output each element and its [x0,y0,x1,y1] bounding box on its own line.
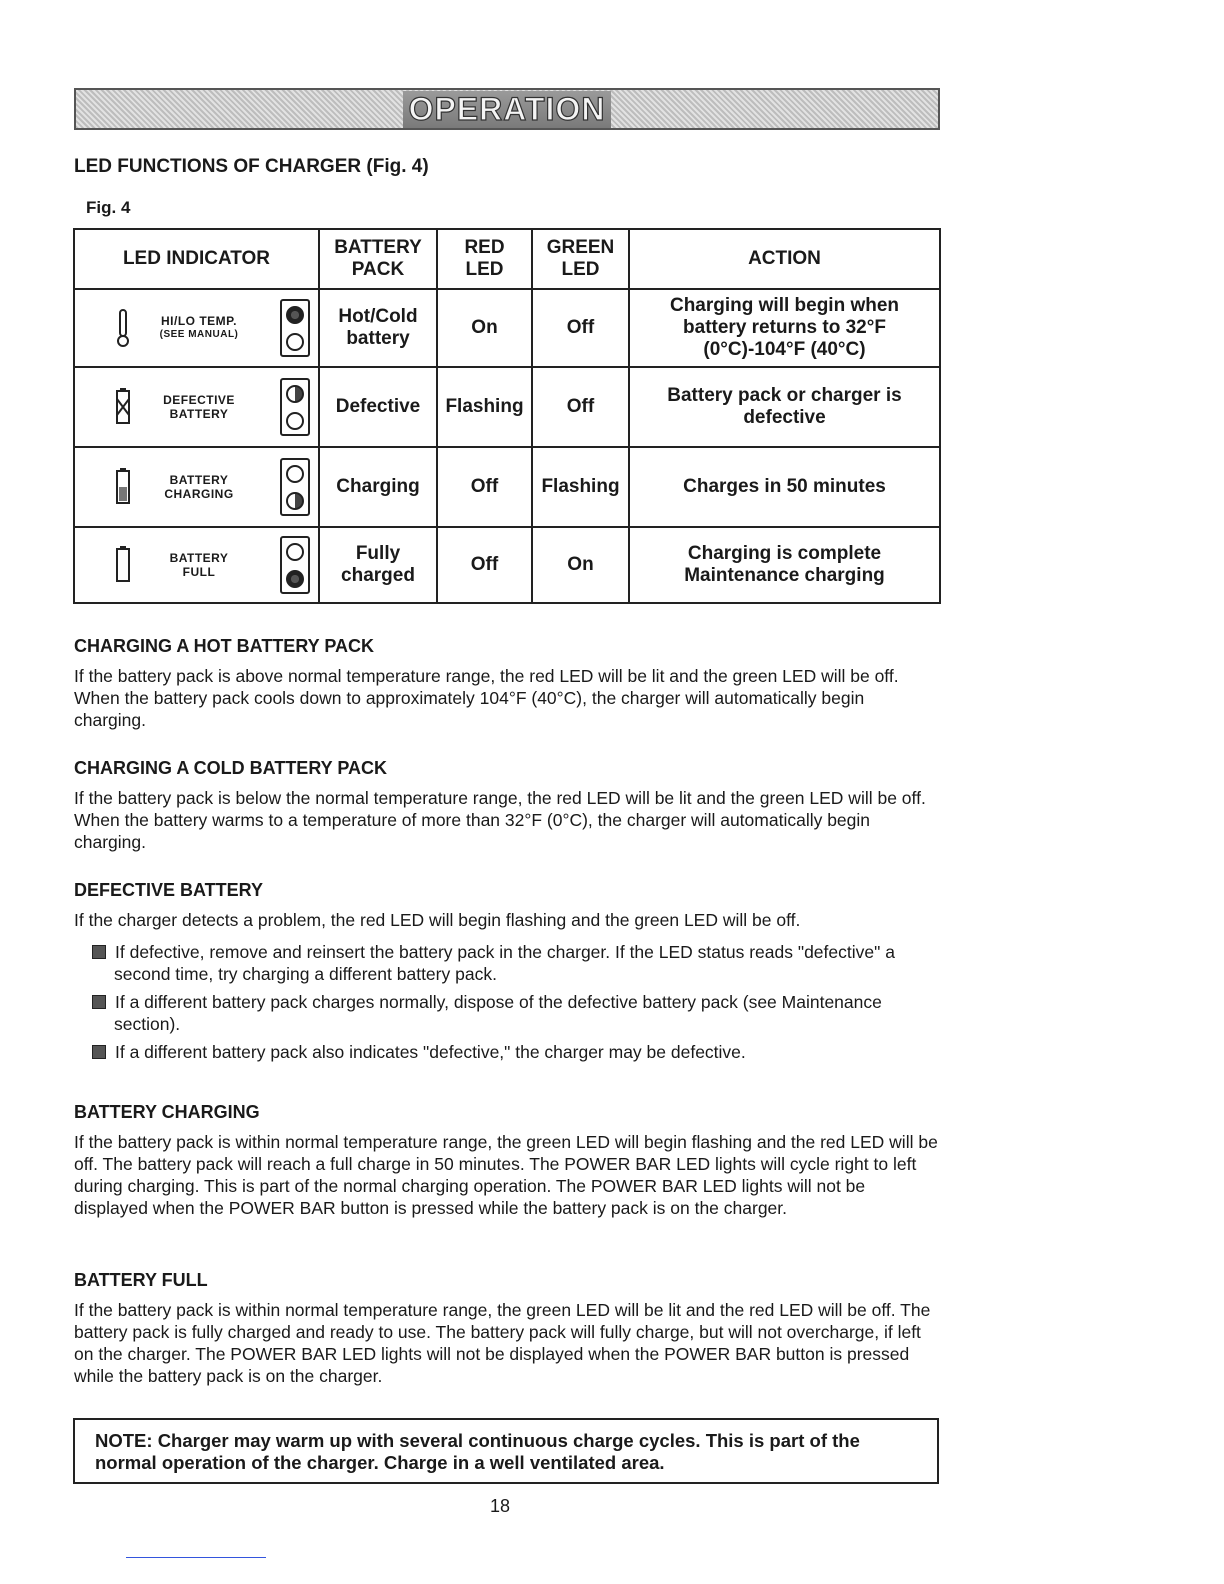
bullet-text: If a different battery pack also indicates "defective," the charger may be defective. [115,1042,746,1062]
header-green-led: GREEN LED [532,229,629,289]
banner-title: OPERATION [403,91,612,128]
led-indicator-cell [74,367,319,447]
action-cell: Battery pack or charger is defective [629,367,940,447]
led-indicator-cell [74,289,319,367]
battery-pack-cell: Hot/Cold battery [319,289,437,367]
indicator-label: BATTERY [169,551,229,565]
page-heading: LED FUNCTIONS OF CHARGER (Fig. 4) [74,156,429,177]
section-title: CHARGING A COLD BATTERY PACK [74,758,387,778]
section-title: DEFECTIVE BATTERY [74,880,264,900]
green-led-on-icon [286,570,304,588]
thermometer-icon [115,308,131,348]
section-title: BATTERY FULL [74,1270,208,1290]
section-text: If the battery pack is within normal temperature range, the green LED will begin flashing and the red LED will be off. The battery pack will reach a full charge in 50 minutes. The POWER BAR LED lights will cycle right to left during charging. This is part of the normal charging operation. The POWER BAR LED lights will not be displayed when the POWER BAR button is pressed while the battery pack is on the charger. [74,1132,938,1218]
indicator-sublabel: (SEE MANUAL) [159,329,239,340]
red-led-off-icon [286,543,304,561]
bullet-square-icon [92,945,106,959]
green-led-cell: Flashing [532,447,629,527]
green-led-off-icon [286,333,304,351]
led-functions-table [73,228,941,604]
table-row [74,367,940,447]
table-row [74,289,940,367]
indicator-sublabel: BATTERY [169,407,229,421]
green-led-flashing-icon [286,492,304,510]
battery-pack-cell: Fully charged [319,527,437,603]
led-pair-icon [280,299,310,357]
red-led-on-icon [286,306,304,324]
section-cold-battery [74,758,940,853]
figure-label: Fig. 4 [86,198,131,217]
header-led-indicator: LED INDICATOR [74,229,319,289]
indicator-label: BATTERY [169,473,229,487]
section-title: BATTERY CHARGING [74,1102,260,1122]
battery-pack-cell: Defective [319,367,437,447]
green-led-off-icon [286,412,304,430]
table-row [74,447,940,527]
list-item [96,991,940,1035]
list-item [96,1041,940,1063]
section-battery-charging [74,1102,940,1219]
led-pair-icon [280,536,310,594]
charging-battery-icon [115,467,131,507]
led-pair-icon [280,458,310,516]
green-led-cell: Off [532,367,629,447]
bullet-text: If a different battery pack charges normally, dispose of the defective battery pack (see Maintenance section). [114,992,882,1034]
page-number: 18 [490,1496,511,1516]
green-led-cell: Off [532,289,629,367]
operation-banner [74,88,940,130]
section-hot-battery [74,636,940,731]
bullet-square-icon [92,995,106,1009]
green-led-cell: On [532,527,629,603]
bullet-text: If defective, remove and reinsert the battery pack in the charger. If the LED status reads "defective" a second time, try charging a different battery pack. [114,942,895,984]
section-text: If the battery pack is below the normal temperature range, the red LED will be lit and the green LED will be off. When the battery warms to a temperature of more than 32°F (0°C), the charger will automatically begin charging. [74,788,926,852]
section-text: If the battery pack is within normal temperature range, the green LED will be lit and the red LED will be off. The battery pack is fully charged and ready to use. The battery pack will fully charge, but will not overcharge, if left on the charger. The POWER BAR LED lights will not be displayed when the POWER BAR button is pressed while the battery pack is on the charger. [74,1300,931,1386]
action-cell: Charges in 50 minutes [629,447,940,527]
led-pair-icon [280,378,310,436]
defective-battery-icon [115,387,131,427]
full-battery-icon [115,545,131,585]
action-cell: Charging is complete Maintenance charging [629,527,940,603]
table-header-row [74,229,940,289]
red-led-cell: Off [437,527,532,603]
indicator-sublabel: FULL [182,565,216,579]
header-red-led: RED LED [437,229,532,289]
indicator-sublabel: CHARGING [164,487,234,501]
section-title: CHARGING A HOT BATTERY PACK [74,636,374,656]
red-led-cell: On [437,289,532,367]
indicator-label: HI/LO TEMP. [161,314,237,328]
section-battery-full [74,1270,940,1387]
table-row [74,527,940,603]
red-led-off-icon [286,465,304,483]
red-led-flashing-icon [286,385,304,403]
section-text: If the charger detects a problem, the red LED will begin flashing and the green LED will be off. [74,910,801,930]
header-battery-pack: BATTERY PACK [319,229,437,289]
bullet-square-icon [92,1045,106,1059]
battery-pack-cell: Charging [319,447,437,527]
red-led-cell: Flashing [437,367,532,447]
list-item [96,941,940,985]
indicator-label: DEFECTIVE [163,393,235,407]
section-text: If the battery pack is above normal temperature range, the red LED will be lit and the green LED will be off. When the battery pack cools down to approximately 104°F (40°C), the charger will automatically begin charging. [74,666,899,730]
led-indicator-cell [74,527,319,603]
action-cell: Charging will begin when battery returns to 32°F (0°C)-104°F (40°C) [629,289,940,367]
led-indicator-cell [74,447,319,527]
red-led-cell: Off [437,447,532,527]
header-action: ACTION [629,229,940,289]
section-defective-battery [74,880,940,1063]
footer-rule [126,1557,266,1558]
note-box: NOTE: Charger may warm up with several continuous charge cycles. This is part of the normal operation of the charger. Charge in a well ventilated area. [73,1418,939,1484]
